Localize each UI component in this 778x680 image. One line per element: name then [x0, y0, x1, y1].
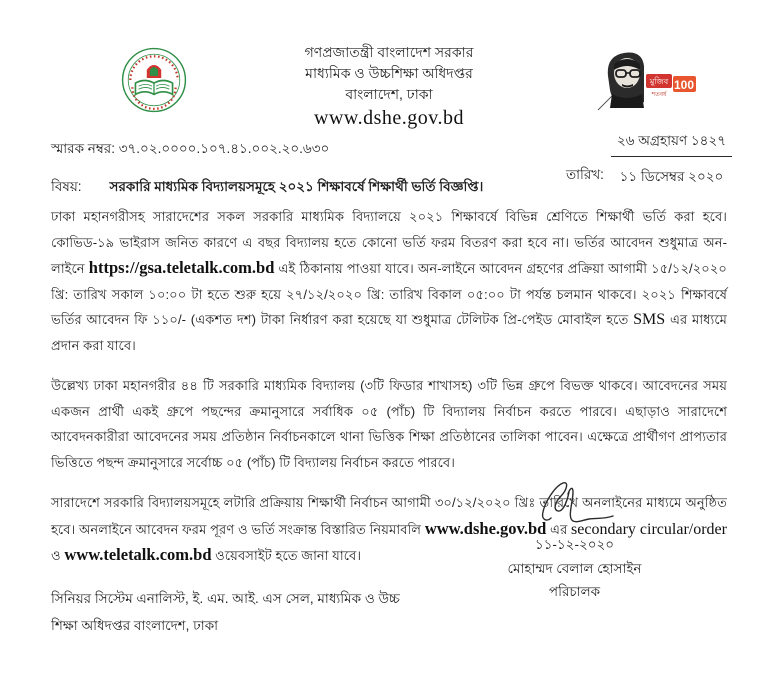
date-gregorian: ১১ ডিসেম্বর ২০২০ [619, 169, 724, 184]
website-line: www.dshe.gov.bd [314, 107, 464, 129]
addressee-line-1: সিনিয়র সিস্টেম এনালিস্ট, ই. এম. আই. এস সেল, মাধ্যমিক ও উচ্চ [51, 591, 400, 606]
para1-text-3: এর মাধ্যমে প্রদান করা যাবে। [51, 312, 727, 353]
memo-row [51, 138, 329, 161]
signature-block [462, 478, 687, 602]
para3-text-3: ও [51, 548, 65, 563]
date-bengali: ২৬ অগ্রহায়ণ ১৪২৭ [611, 130, 732, 157]
signer-name: মোহাম্মদ বেলাল হোসাইন [507, 561, 642, 576]
subject-text: সরকারি মাধ্যমিক বিদ্যালয়সমূহে ২০২১ শিক্ষাবর্ষে শিক্ষার্থী ভর্তি বিজ্ঞপ্তি। [109, 179, 484, 194]
letterhead [0, 42, 778, 129]
dshe-url: www.dshe.gov.bd [424, 518, 547, 538]
sms-text: SMS [633, 311, 666, 328]
memo-number: ৩৭.০২.০০০০.১০৭.৪১.০০২.২০.৬৩০ [118, 141, 330, 156]
para3-text-2: এর [546, 521, 572, 537]
memo-label: স্মারক নম্বর: [51, 141, 115, 156]
application-url: https://gsa.teletalk.com.bd [88, 258, 275, 277]
government-line: গণপ্রজাতন্ত্রী বাংলাদেশ সরকার [304, 44, 474, 60]
svg-text:শতবর্ষ: শতবর্ষ [651, 92, 667, 98]
signature-date: ১১-১২-২০২০ [534, 537, 615, 552]
addressee-block [51, 585, 471, 639]
subject-label: বিষয়: [51, 179, 82, 194]
subject-row [51, 176, 727, 199]
para3-text: সারাদেশে সরকারি বিদ্যালয়সমূহে লটারি প্রক্রিয়ায় শিক্ষার্থী নির্বাচন আগামী ৩০/১২/২০২০ খ্রিঃ তারিখে অনলাইনের মাধ্যমে অনুষ্ঠিত হবে। অনলাইনে আবেদন ফরম পূরণ ও ভর্তি সংক্রান্ত বিস্তারিত নিয়মাবলি [51, 495, 727, 537]
teletalk-url: www.teletalk.com.bd [64, 545, 212, 564]
svg-text:100: 100 [673, 78, 695, 92]
signature-scribble-icon [527, 478, 623, 532]
addressee-line-2: শিক্ষা অধিদপ্তর বাংলাদেশ, ঢাকা [51, 618, 219, 633]
directorate-line: মাধ্যমিক ও উচ্চশিক্ষা অধিদপ্তর [305, 65, 473, 81]
location-line: বাংলাদেশ, ঢাকা [345, 86, 433, 102]
paragraph-2 [51, 373, 727, 475]
svg-text:মুজিব: মুজিব [649, 77, 669, 86]
date-label: তারিখ: [565, 167, 604, 182]
para2-text: উল্লেখ্য ঢাকা মহানগরীর ৪৪ টি সরকারি মাধ্যমিক বিদ্যালয় (৩টি ফিডার শাখাসহ) ৩টি ভিন্ন গ্রুপে বিভক্ত থাকবে। আবেদনের সময় একজন প্রার্থী একই গ্রুপে পছন্দের ক্রমানুসারে সর্বাধিক ০৫ (পাঁচ) টি বিদ্যালয় নির্বাচন করতে পারবে। এছাড়াও সারাদেশে আবেদনকারীরা আবেদনের সময় প্রতিষ্ঠান নির্বাচনকালে থানা ভিত্তিক শিক্ষা প্রতিষ্ঠানের তালিকা পাবেন। এক্ষেত্রে প্রার্থীগণ প্রাপ্যতার ভিত্তিতে পছন্দ ক্রমানুসারে সর্বোচ্চ ০৫ (পাঁচ) টি বিদ্যালয় নির্বাচন করতে পারবে। [51, 378, 727, 470]
para3-text-4: ওয়েবসাইট হতে জানা যাবে। [211, 548, 362, 563]
english-phrase: secondary circular/order [571, 520, 727, 538]
para1-text-2: এই ঠিকানায় পাওয়া যাবে। অন-লাইনে আবেদন গ্রহণের প্রক্রিয়া আগামী ১৫/১২/২০২০ খ্রি: তারিখ সকাল ১০:০০ টা হতে শুরু হয়ে ২৭/১২/২০২০ খ্রি: তারিখ বিকাল ০৫:০০ টা পর্যন্ত চলমান থাকবে। ২০২১ শিক্ষাবর্ষে ভর্তির আবেদন ফি ১১০/- (একশত দশ) টাকা নির্ধারণ করা হয়েছে যা শুধুমাত্র টেলিটক প্রি-পেইড মোবাইল হতে [51, 261, 727, 327]
signer-title: পরিচালক [548, 584, 601, 599]
para1-text: ঢাকা মহানগরীসহ সারাদেশের সকল সরকারি মাধ্যমিক বিদ্যালয়ে ২০২১ শিক্ষাবর্ষে বিভিন্ন শ্রেণিতে শিক্ষার্থী ভর্তি করা হবে। কোভিড-১৯ ভাইরাস জনিত কারণে এ বছর বিদ্যালয় হতে কোনো ভর্তি ফরম বিতরণ করা হবে না। ভর্তির আবেদন শুধুমাত্র অন-লাইনে [51, 209, 727, 276]
paragraph-1 [51, 204, 727, 358]
